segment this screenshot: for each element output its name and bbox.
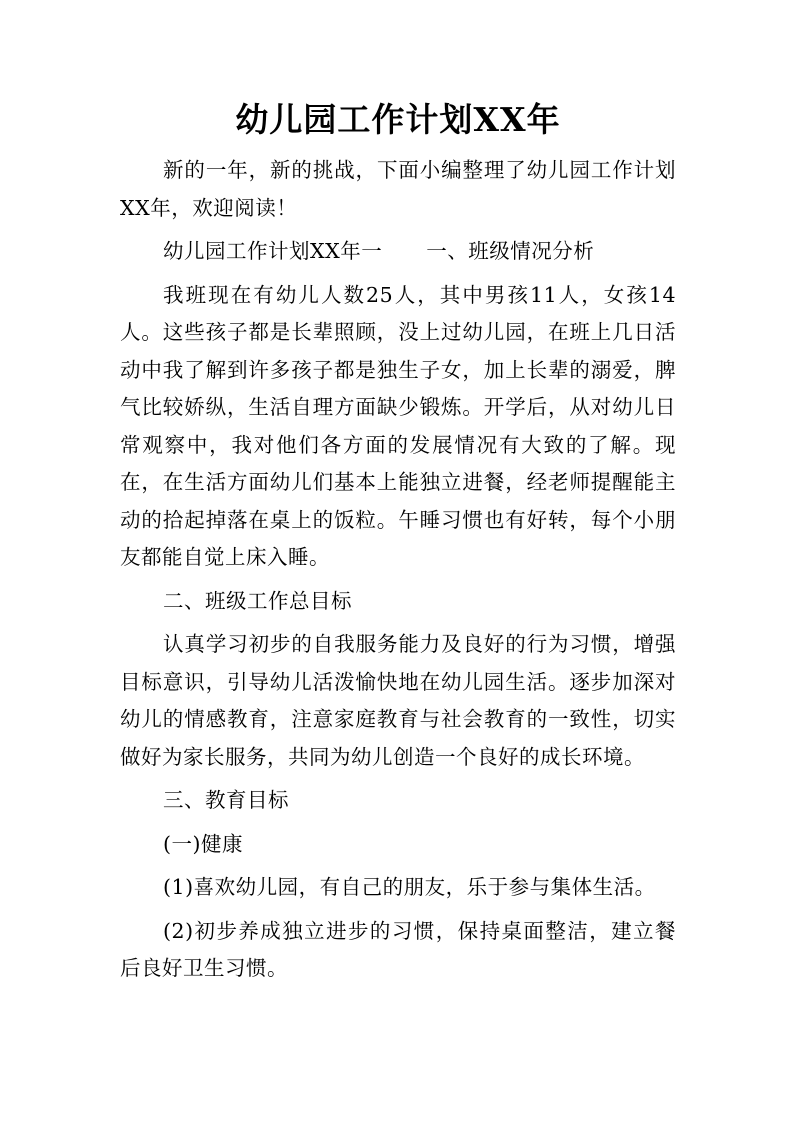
document-title: 幼儿园工作计划XX年 — [235, 100, 561, 139]
class-analysis-paragraph: 我班现在有幼儿人数25人，其中男孩11人，女孩14人。这些孩子都是长辈照顾，没上过幼儿园，在班上几日活动中我了解到许多孩子都是独生子女，加上长辈的溺爱，脾气比较娇纵，生活自理方面缺少锻炼。开学后，从对幼儿日常观察中，我对他们各方面的发展情况有大致的了解。现在，在生活方面幼儿们基本上能独立进餐，经老师提醒能主动的拾起掉落在桌上的饭粒。午睡习惯也有好转，每个小朋友都能自觉上床入睡。 — [120, 282, 676, 569]
health-item-2: (2)初步养成独立进步的习惯，保持桌面整洁，建立餐后良好卫生习惯。 — [120, 918, 676, 980]
intro-paragraph: 新的一年，新的挑战，下面小编整理了幼儿园工作计划XX年，欢迎阅读！ — [120, 158, 676, 220]
education-goal-heading: 三、教育目标 — [163, 788, 290, 812]
work-goal-heading: 二、班级工作总目标 — [163, 588, 353, 613]
document-page — [120, 92, 676, 988]
section-heading-line — [120, 233, 676, 271]
health-item-1: (1)喜欢幼儿园，有自己的朋友，乐于参与集体生活。 — [163, 875, 656, 899]
work-goal-paragraph: 认真学习初步的自我服务能力及良好的行为习惯，增强目标意识，引导幼儿活泼愉快地在幼儿园生活。逐步加深对幼儿的情感教育，注意家庭教育与社会教育的一致性，切实做好为家长服务，共同为幼儿创造一个良好的成长环境。 — [120, 632, 676, 769]
plan-subtitle: 幼儿园工作计划XX年一 — [163, 239, 383, 263]
class-analysis-heading: 一、班级情况分析 — [426, 239, 595, 263]
health-subheading: (一)健康 — [163, 831, 244, 856]
